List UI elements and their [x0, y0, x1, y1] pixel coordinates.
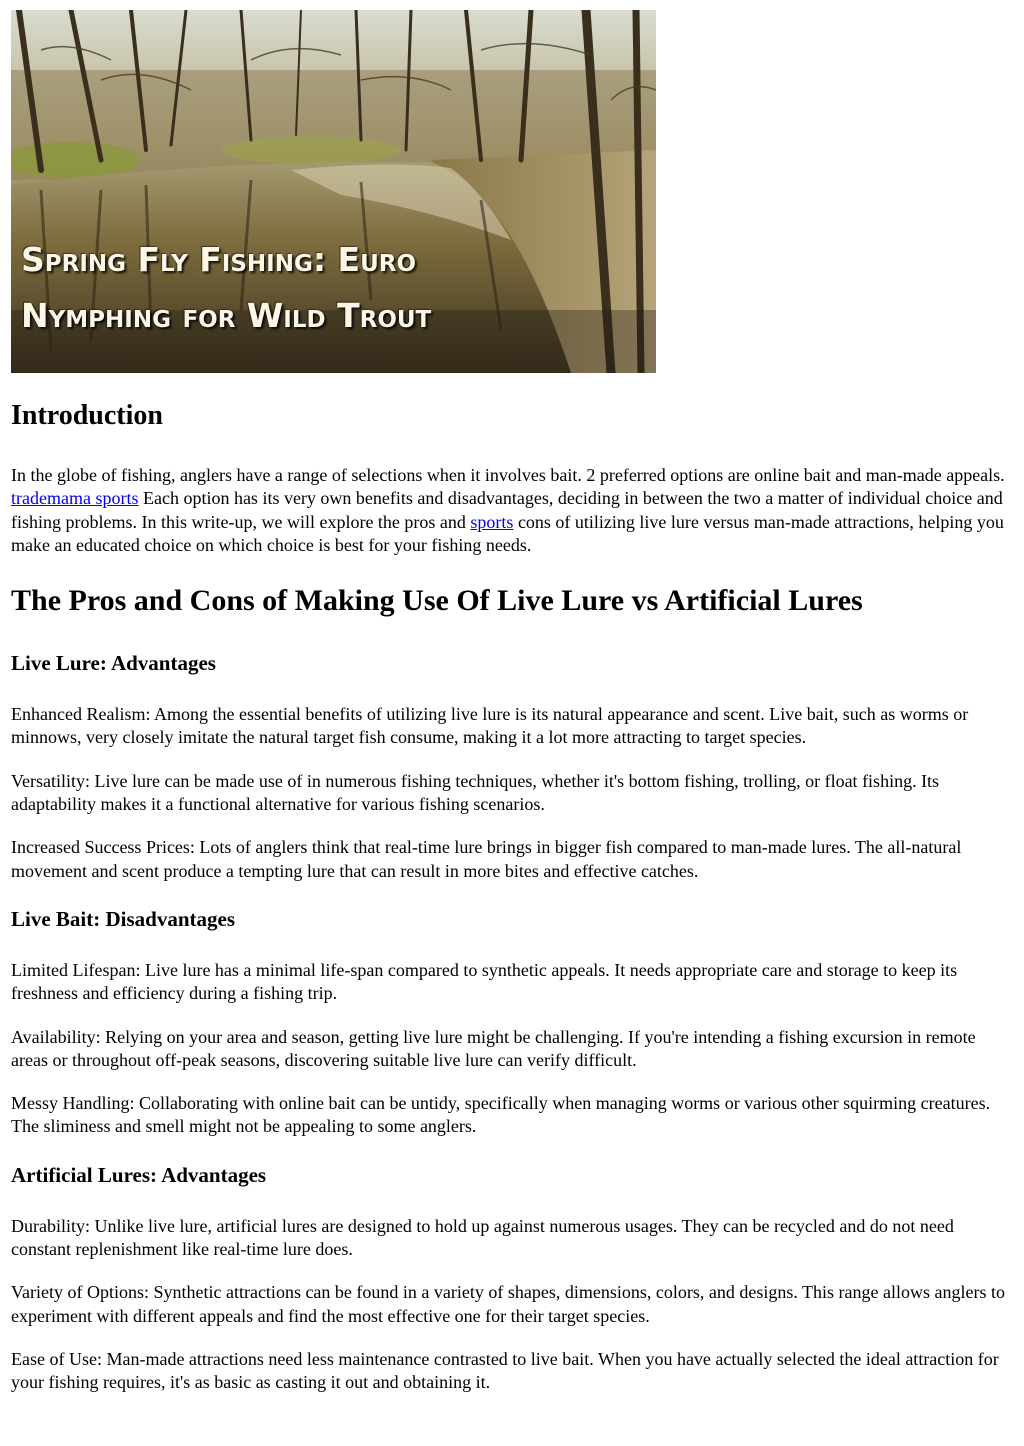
intro-heading: Introduction — [11, 400, 163, 431]
live-lure-advantages-heading: Live Lure: Advantages — [11, 651, 216, 676]
trademama-sports-link[interactable]: trademama sports — [11, 488, 139, 509]
live-bait-disadvantages-heading: Live Bait: Disadvantages — [11, 906, 236, 931]
main-heading: The Pros and Cons of Making Use Of Live Lure vs Artificial Lures — [11, 584, 863, 618]
paragraph: Durability: Unlike live lure, artificial lures are designed to hold up against numerous usages. They can be recycled and do not need constant replenishment like real-time lure does. — [11, 1215, 954, 1260]
intro-text-3: cons of utilizing live lure versus man-made attractions, helping you make an educated choice on which choice is best for your fishing needs. — [11, 511, 1004, 555]
artificial-lures-advantages-heading: Artificial Lures: Advantages — [11, 1162, 267, 1187]
hero-title-line-1: Spring Fly Fishing: Euro — [21, 240, 417, 279]
paragraph: Limited Lifespan: Live lure has a minimal life-span compared to synthetic appeals. It needs appropriate care and storage to keep its freshness and efficiency during a fishing trip. — [11, 959, 958, 1004]
hero-title — [21, 232, 651, 344]
paragraph: Versatility: Live lure can be made use of in numerous fishing techniques, whether it's bottom fishing, trolling, or float fishing. Its adaptability makes it a functional alternative for various fishing scenarios. — [11, 770, 940, 815]
paragraph: Messy Handling: Collaborating with online bait can be untidy, specifically when managing worms or various other squirming creatures. The sliminess and smell might not be appealing to some anglers. — [11, 1093, 991, 1137]
paragraph: Enhanced Realism: Among the essential benefits of utilizing live lure is its natural appearance and scent. Live bait, such as worms or minnows, very closely imitate the natural target fish consume, making it a lot more attracting to target species. — [11, 704, 969, 748]
hero-title-line-2: Nymphing for Wild Trout — [21, 296, 432, 335]
paragraph: Increased Success Prices: Lots of anglers think that real-time lure brings in bigger fish compared to man-made lures. The all-natural movement and scent produce a tempting lure that can result in more bites and effective catches. — [11, 837, 962, 881]
article — [11, 10, 1011, 1395]
intro-paragraph — [11, 464, 1011, 557]
intro-text-1: In the globe of fishing, anglers have a range of selections when it involves bait. 2 preferred options are online bait and man-made appeals. — [11, 465, 1005, 485]
paragraph: Variety of Options: Synthetic attractions can be found in a variety of shapes, dimensions, colors, and designs. This range allows anglers to experiment with different appeals and find the most effective one for their target species. — [11, 1282, 1005, 1326]
paragraph: Availability: Relying on your area and season, getting live lure might be challenging. If you're intending a fishing excursion in remote areas or throughout off-peak seasons, discovering suitable live lure can verify difficult. — [11, 1026, 976, 1070]
intro-text-2: Each option has its very own benefits and disadvantages, deciding in between the two a matter of individual choice and fishing problems. In this write-up, we will explore the pros and — [11, 488, 1003, 532]
hero-image — [11, 10, 656, 373]
paragraph: Ease of Use: Man-made attractions need less maintenance contrasted to live bait. When you have actually selected the ideal attraction for your fishing requires, it's as basic as casting it out and obtaining it. — [11, 1348, 999, 1393]
sports-link[interactable]: sports — [470, 511, 514, 532]
